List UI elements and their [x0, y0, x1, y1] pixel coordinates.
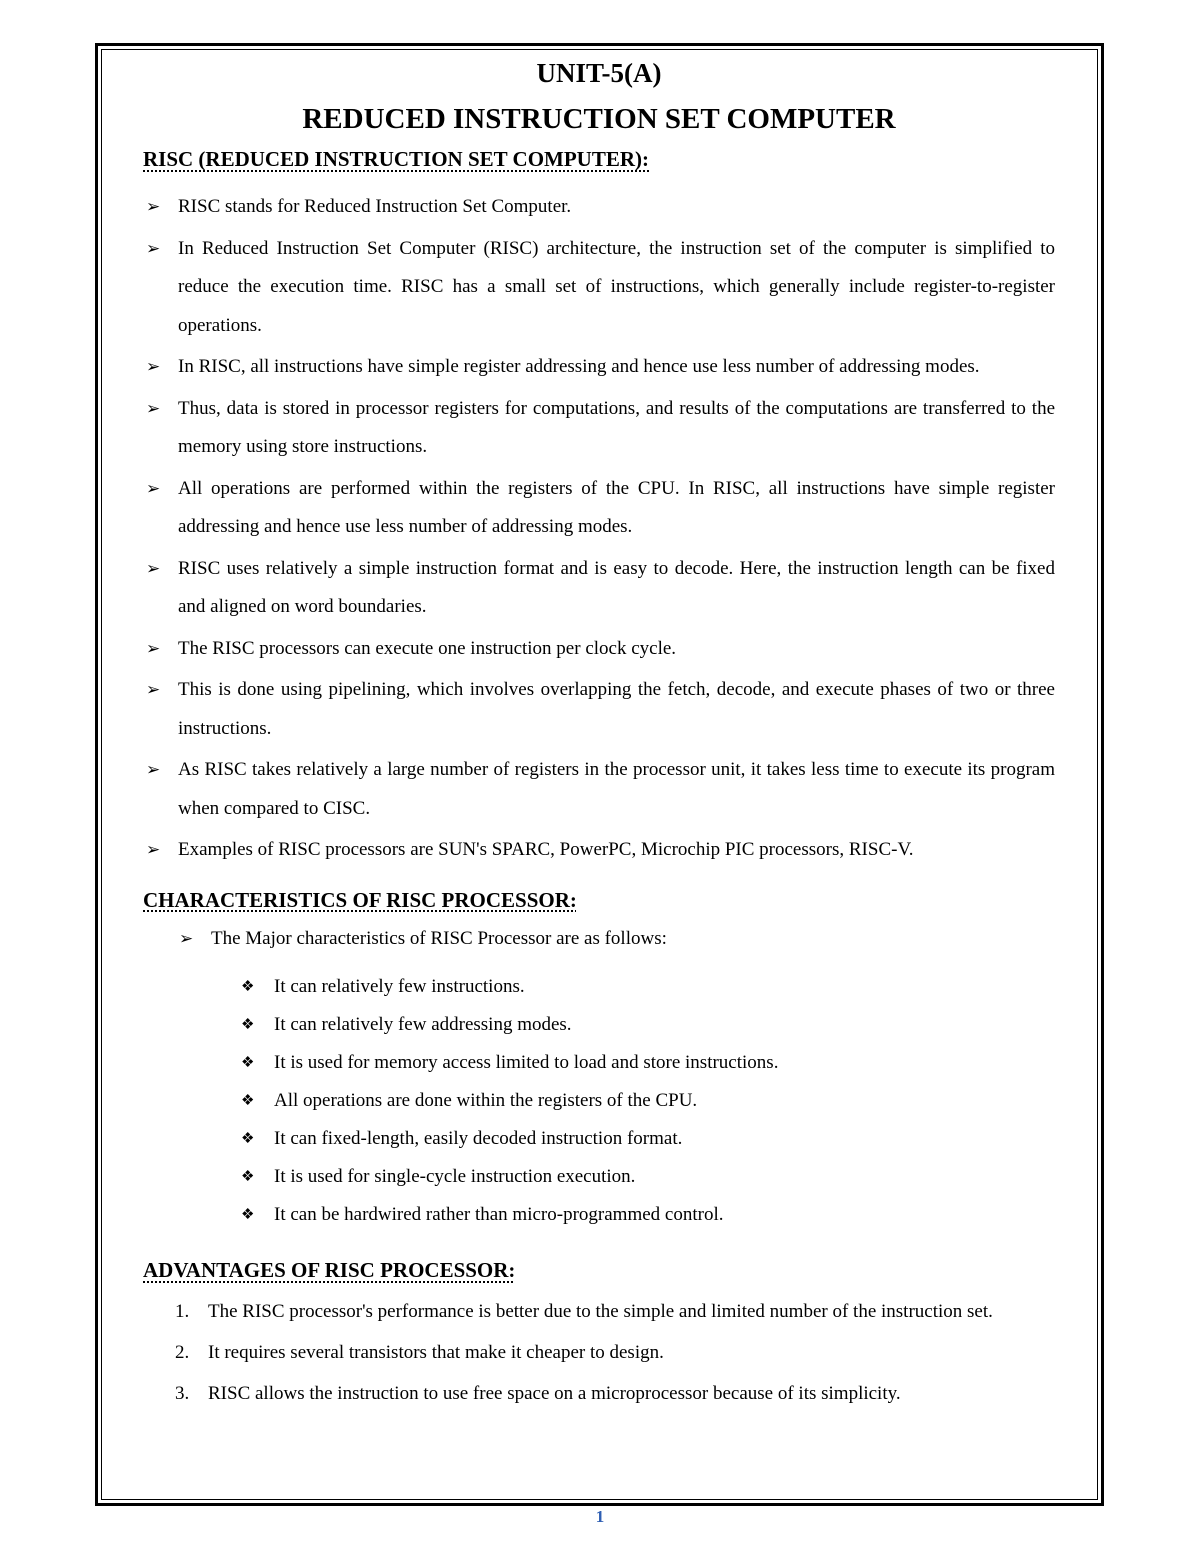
list-item: ❖ All operations are done within the registers of the CPU. — [241, 1082, 1055, 1120]
diamond-bullet-icon: ❖ — [241, 1131, 255, 1147]
list-item: ➢ In RISC, all instructions have simple register addressing and hence use less number of addressing modes. — [143, 348, 1055, 387]
arrow-bullet-icon: ➢ — [146, 558, 161, 578]
diamond-bullet-icon: ❖ — [241, 1169, 255, 1185]
arrow-bullet-icon: ➢ — [146, 357, 161, 376]
list-item: ➢ This is done using pipelining, which involves overlapping the fetch, decode, and execute phases of two or three instructions. — [143, 671, 1055, 748]
diamond-bullet-icon: ❖ — [241, 1017, 255, 1033]
list-item: ❖ It can relatively few instructions. — [241, 968, 1055, 1006]
page-title: REDUCED INSTRUCTION SET COMPUTER — [302, 103, 896, 135]
arrow-bullet-icon: ➢ — [146, 398, 161, 418]
list-item: ➢ The RISC processors can execute one instruction per clock cycle. — [143, 630, 1055, 669]
list-item: ❖ It can fixed-length, easily decoded instruction format. — [241, 1120, 1055, 1158]
characteristics-intro — [143, 920, 1055, 959]
arrow-bullet-icon: ➢ — [146, 478, 161, 498]
arrow-bullet-icon: ➢ — [146, 840, 161, 859]
arrow-bullet-icon: ➢ — [146, 238, 161, 258]
arrow-bullet-icon: ➢ — [146, 680, 161, 699]
arrow-bullet-icon: ➢ — [179, 928, 194, 948]
arrow-bullet-icon: ➢ — [146, 197, 161, 216]
advantages-list — [143, 1295, 1055, 1411]
list-item: ➢ Thus, data is stored in processor registers for computations, and results of the computations are transferred to the memory using store instructions. — [143, 390, 1055, 467]
list-item: ❖ It can be hardwired rather than micro-programmed control. — [241, 1196, 1055, 1234]
diamond-bullet-icon: ❖ — [241, 1207, 255, 1223]
list-item: ➢ The Major characteristics of RISC Processor are as follows: — [176, 920, 1055, 959]
risc-bullet-list — [143, 188, 1055, 870]
page-content — [143, 52, 1055, 1418]
diamond-bullet-icon: ❖ — [241, 1055, 255, 1071]
list-item: 1. The RISC processor's performance is better due to the simple and limited number of the instruction set. — [175, 1301, 993, 1322]
diamond-bullet-icon: ❖ — [241, 1093, 255, 1109]
arrow-bullet-icon: ➢ — [146, 638, 161, 658]
risc-heading: RISC (REDUCED INSTRUCTION SET COMPUTER): — [143, 147, 650, 171]
list-item: 3. RISC allows the instruction to use free space on a microprocessor because of its simplicity. — [175, 1383, 901, 1404]
arrow-bullet-icon: ➢ — [146, 760, 161, 779]
advantages-heading: ADVANTAGES OF RISC PROCESSOR: — [143, 1258, 516, 1282]
list-item: ➢ Examples of RISC processors are SUN's SPARC, PowerPC, Microchip PIC processors, RISC-V. — [143, 831, 1055, 870]
list-item: ➢ RISC uses relatively a simple instruction format and is easy to decode. Here, the instruction length can be fixed and aligned on word boundaries. — [143, 550, 1055, 627]
list-item: ❖ It is used for single-cycle instruction execution. — [241, 1158, 1055, 1196]
list-item: 2. It requires several transistors that make it cheaper to design. — [175, 1342, 664, 1363]
diamond-bullet-icon: ❖ — [241, 979, 255, 995]
unit-label: UNIT-5(A) — [536, 58, 662, 88]
characteristics-heading: CHARACTERISTICS OF RISC PROCESSOR: — [143, 887, 577, 912]
page-number: 1 — [595, 1507, 605, 1526]
characteristics-list — [143, 968, 1055, 1234]
list-item: ❖ It can relatively few addressing modes. — [241, 1006, 1055, 1044]
list-item: ➢ In Reduced Instruction Set Computer (RISC) architecture, the instruction set of the computer is simplified to reduce the execution time. RISC has a small set of instructions, which generally include register-to-register operations. — [143, 230, 1055, 346]
list-item: ➢ All operations are performed within the registers of the CPU. In RISC, all instructions have simple register addressing and hence use less number of addressing modes. — [143, 470, 1055, 547]
list-item: ❖ It is used for memory access limited to load and store instructions. — [241, 1044, 1055, 1082]
list-item: ➢ As RISC takes relatively a large number of registers in the processor unit, it takes less time to execute its program when compared to CISC. — [143, 751, 1055, 828]
list-item: ➢ RISC stands for Reduced Instruction Set Computer. — [143, 188, 1055, 227]
